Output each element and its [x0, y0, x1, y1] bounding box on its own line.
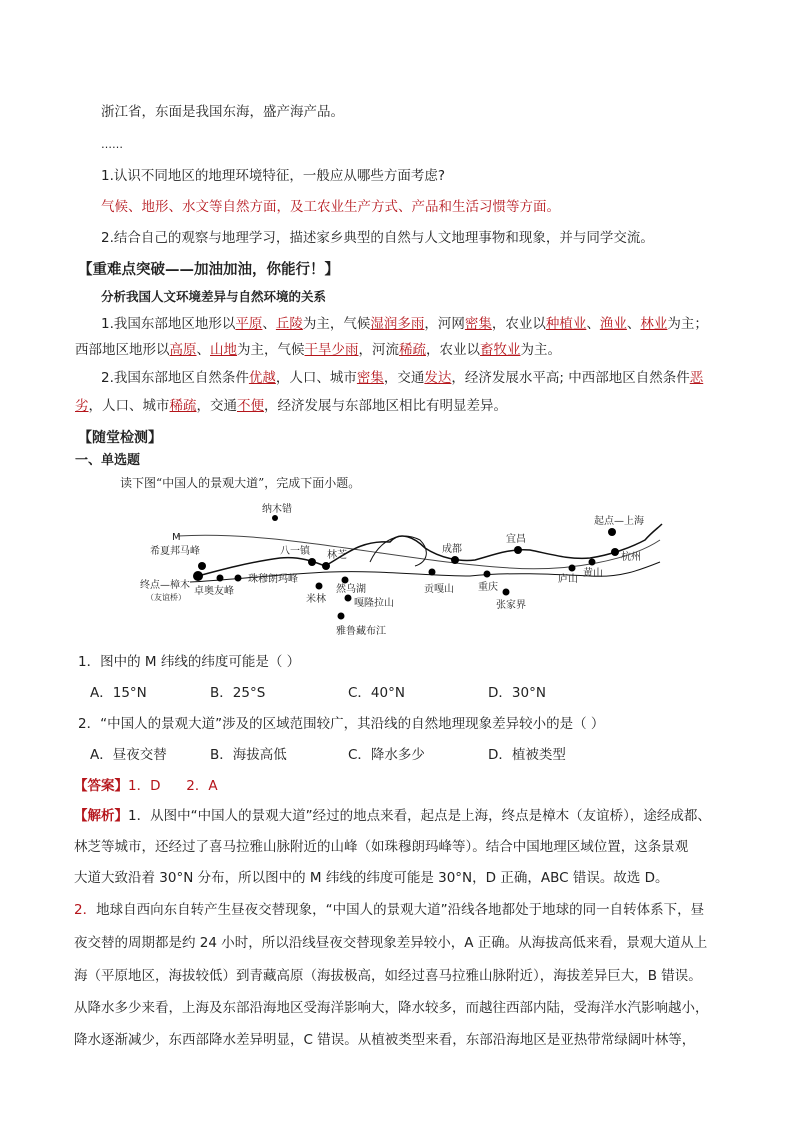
analysis2-line5: 降水逐渐减少，东西部降水差异明显，C 错误。从植被类型来看，东部沿海地区是亚热带常绿阔叶林等， [74, 1032, 696, 1048]
keyword: 稀疏 [399, 342, 426, 358]
keyword: 优越 [248, 370, 276, 386]
text: 为主； [667, 316, 708, 332]
keyword: 湿润多雨 [370, 316, 425, 332]
intro-a1: 气候、地形、水文等自然方面，及工农业生产方式、产品和生活习惯等方面。 [101, 199, 560, 215]
analysis-line2: 林芝等城市，还经过了喜马拉雅山脉附近的山峰（如珠穆朗玛峰等）。结合中国地理区域位置，这条景观 [74, 839, 689, 855]
label-bayi: 八一镇 [280, 546, 310, 557]
label-end: 终点—樟木 [140, 580, 190, 591]
answer-line [74, 776, 218, 796]
analysis-tag: 【解析】 [74, 808, 128, 824]
paragraph1-line1 [101, 314, 708, 334]
label-gongga: 贡嘎山 [424, 584, 454, 595]
analysis2-line2: 夜交替的周期都是约 24 小时，所以沿线昼夜交替现象差异较小，A 正确。从海拔高低来看，景观大道从上 [74, 935, 708, 951]
text: ，河流 [358, 342, 399, 358]
question-2-option-b: B．海拔高低 [210, 747, 287, 763]
question-1-option-b: B．25°S [210, 685, 266, 701]
analysis2-line4: 从降水多少来看，上海及东部沿海地区受海洋影响大，降水较多，而越往西部内陆，受海洋水汽影响越小， [74, 1000, 709, 1016]
paragraph1-line2 [75, 340, 561, 360]
keyword: 密集 [464, 316, 492, 332]
label-m: M [172, 532, 181, 543]
point-ranwu [342, 577, 349, 584]
label-linzhi: 林芝 [327, 550, 347, 561]
point-zhangmu [193, 571, 203, 581]
question-1-option-c: C．40°N [348, 685, 405, 701]
text: ，人口、城市 [275, 370, 357, 386]
point-zhangjiajie [503, 589, 510, 596]
text: 1．从图中“中国人的景观大道”经过的地点来看，起点是上海，终点是樟木（友谊桥），途经成都、 [128, 808, 711, 824]
question-2-option-c: C．降水多少 [348, 747, 425, 763]
map-caption: 读下图“中国人的景观大道”，完成下面小题。 [120, 476, 361, 490]
point-linzhi [322, 562, 330, 570]
point-zhuoaoyou [217, 575, 224, 582]
keyword: 山地 [210, 342, 237, 358]
basin-outline [370, 536, 426, 566]
point-milin [316, 583, 323, 590]
label-yarlung: 雅鲁藏布江 [336, 626, 386, 637]
point-chengdu [451, 556, 459, 564]
point-bayi [308, 558, 316, 566]
label-zhangjiajie: 张家界 [496, 600, 526, 611]
section-title-key-points: 【重难点突破——加油加油，你能行！】 [78, 262, 339, 278]
section-title-quiz: 【随堂检测】 [78, 430, 162, 446]
point-chongqing [484, 571, 491, 578]
paragraph2-line1 [101, 368, 703, 388]
text: ，交通 [196, 398, 237, 414]
analysis-line1 [74, 806, 711, 826]
label-start: 起点—上海 [594, 516, 644, 527]
answer-text: 1．D 2．A [128, 778, 218, 794]
keyword: 恶 [689, 370, 704, 386]
point-hangzhou [611, 548, 619, 556]
text: ，农业以 [426, 342, 480, 358]
analysis2-line1 [74, 900, 704, 920]
keyword: 密集 [356, 370, 384, 386]
text: 、 [586, 316, 600, 332]
point-huangshan [589, 559, 596, 566]
label-huangshan: 黄山 [583, 568, 603, 579]
text: 为主，气候 [302, 316, 371, 332]
text: ，经济发展水平高; 中西部地区自然条件 [451, 370, 690, 386]
label-zhumulangma: 珠穆朗玛峰 [248, 574, 298, 585]
point-gongga [429, 569, 436, 576]
landscape-avenue-map [130, 500, 670, 640]
question-2-option-d: D．植被类型 [488, 747, 566, 763]
text: ，交通 [383, 370, 425, 386]
label-zhuoaoyou: 卓奥友峰 [194, 586, 234, 597]
label-youyiqiao: （友谊桥） [146, 593, 186, 602]
point-zhumulangma [235, 575, 242, 582]
intro-ellipsis: …… [101, 138, 123, 151]
label-milin: 米林 [306, 594, 326, 605]
keyword: 平原 [235, 316, 263, 332]
text: 地球自西向东自转产生昼夜交替现象，“中国人的景观大道”沿线各地都处于地球的同一自转体系下，昼 [96, 902, 705, 918]
label-galongla: 嘎隆拉山 [354, 598, 394, 609]
analysis-line3: 大道大致沿着 30°N 分布，所以图中的 M 纬线的纬度可能是 30°N，D 正确，ABC 错误。故选 D。 [74, 870, 669, 886]
text: 为主。 [520, 342, 561, 358]
label-ximabangma: 希夏邦马峰 [150, 546, 200, 557]
point-yarlung [338, 613, 345, 620]
question-2-stem: 2．“中国人的景观大道”涉及的区域范围较广，其沿线的自然地理现象差异较小的是（ ） [78, 716, 605, 732]
keyword: 干旱少雨 [304, 342, 359, 358]
keyword: 高原 [169, 342, 197, 358]
analysis2-line3: 海（平原地区，海拔较低）到青藏高原（海拔极高，如经过喜马拉雅山脉附近），海拔差异巨大，B 错误。 [74, 968, 702, 984]
label-chengdu: 成都 [442, 544, 462, 555]
text: 1.我国东部地区地形以 [101, 316, 236, 332]
section-sub-single-choice: 一、单选题 [75, 453, 141, 468]
question-1-option-d: D．30°N [488, 685, 546, 701]
point-ximabangma [198, 562, 206, 570]
text: ，河网 [424, 316, 465, 332]
text: 2.我国东部地区自然条件 [101, 370, 249, 386]
intro-q1: 1.认识不同地区的地理环境特征，一般应从哪些方面考虑? [101, 168, 446, 184]
text: 、 [626, 316, 641, 332]
text: ，人口、城市 [88, 398, 170, 414]
keyword: 渔业 [599, 316, 627, 332]
answer-tag: 【答案】 [74, 778, 128, 794]
keyword: 畜牧业 [480, 342, 521, 358]
point-yichang [514, 546, 522, 554]
text: 、 [262, 316, 276, 332]
label-lushan: 庐山 [558, 574, 578, 585]
keyword: 稀疏 [169, 398, 197, 414]
question-1-option-a: A．15°N [90, 685, 147, 701]
section-subtitle: 分析我国人文环境差异与自然环境的关系 [101, 289, 327, 304]
keyword: 发达 [424, 370, 452, 386]
text: 、 [196, 342, 210, 358]
keyword: 丘陵 [275, 316, 303, 332]
analysis2-num: 2． [74, 902, 97, 918]
keyword: 不便 [237, 398, 264, 414]
label-hangzhou: 杭州 [621, 552, 641, 563]
point-galongla [345, 595, 352, 602]
point-shanghai [608, 528, 616, 536]
label-chongqing: 重庆 [478, 582, 498, 593]
text: ，农业以 [491, 316, 546, 332]
question-1-stem: 1．图中的 M 纬线的纬度可能是（ ） [78, 654, 301, 670]
label-namucuo: 纳木错 [262, 504, 292, 515]
label-ranwu: 然乌湖 [336, 584, 366, 595]
paragraph2-line2 [75, 396, 507, 416]
keyword: 劣 [75, 398, 89, 414]
point-namucuo [272, 515, 278, 521]
keyword: 林业 [640, 316, 668, 332]
text: ，经济发展与东部地区相比有明显差异。 [264, 398, 507, 414]
point-lushan [569, 565, 576, 572]
intro-line1: 浙江省，东面是我国东海，盛产海产品。 [101, 104, 344, 120]
question-2-option-a: A．昼夜交替 [90, 747, 167, 763]
text: 为主，气候 [237, 342, 305, 358]
label-yichang: 宜昌 [506, 534, 526, 545]
keyword: 种植业 [545, 316, 587, 332]
text: 西部地区地形以 [75, 342, 170, 358]
intro-q2: 2.结合自己的观察与地理学习，描述家乡典型的自然与人文地理事物和现象，并与同学交流。 [101, 230, 654, 246]
